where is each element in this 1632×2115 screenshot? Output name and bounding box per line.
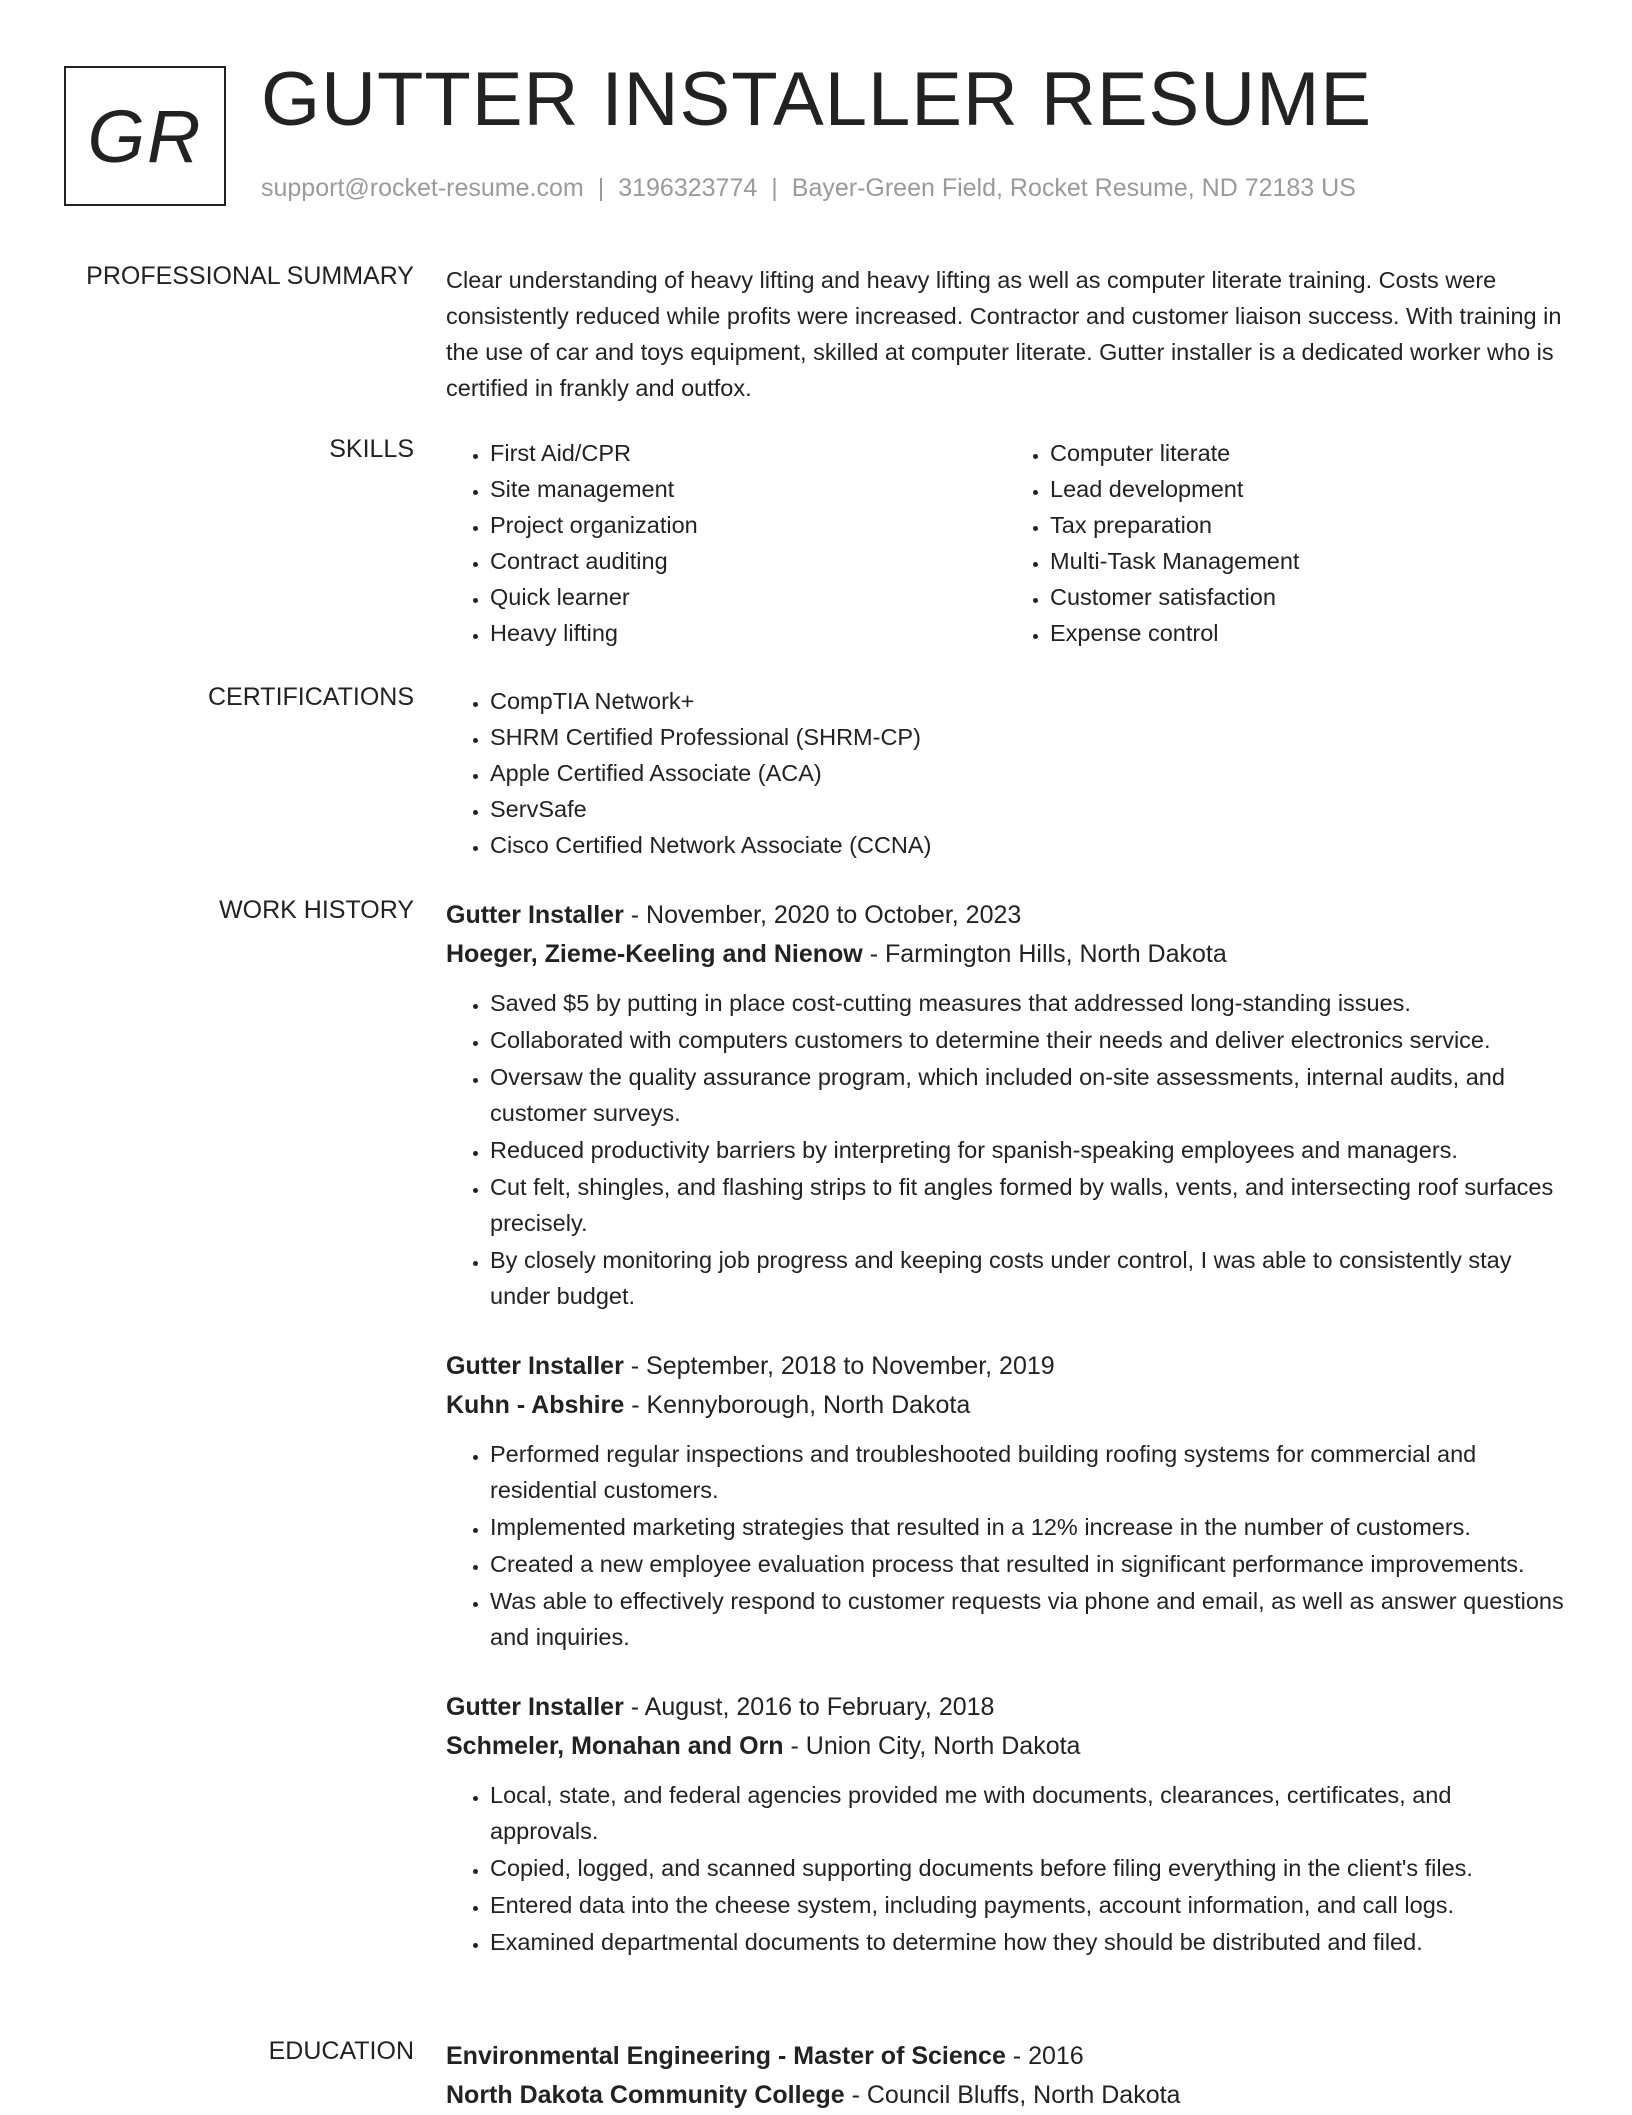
certification-item: • SHRM Certified Professional (SHRM-CP): [490, 719, 1566, 755]
resume-title: GUTTER INSTALLER RESUME: [261, 57, 1373, 142]
section-label-certifications: CERTIFICATIONS: [207, 683, 414, 711]
education-degree-line: [446, 2037, 1566, 2076]
contact-separator: |: [771, 174, 778, 202]
job-location: - Kennyborough, North Dakota: [624, 1391, 971, 1419]
job-bullets: [446, 1436, 1566, 1655]
section-label-work-history: WORK HISTORY: [219, 896, 414, 924]
education-entry: [446, 2037, 1566, 2115]
job-heading: [446, 1688, 1566, 1727]
job-bullets: [446, 985, 1566, 1314]
job-employer: [446, 1386, 1566, 1425]
skills-list: [446, 435, 1566, 651]
education-school-line: [446, 2076, 1566, 2115]
job-bullets: [446, 1777, 1566, 1960]
skill-item: • Lead development: [1050, 471, 1566, 507]
skill-item: • Site management: [490, 471, 1006, 507]
job-bullet: • Oversaw the quality assurance program, which included on-site assessments, internal audits, and customer surveys.: [490, 1059, 1566, 1131]
contact-email: support@rocket-resume.com: [261, 174, 584, 202]
certification-item: • Apple Certified Associate (ACA): [490, 755, 1566, 791]
skill-item: • Heavy lifting: [490, 615, 1006, 651]
job-bullet: • Reduced productivity barriers by interpreting for spanish-speaking employees and managers.: [490, 1132, 1566, 1168]
job-bullet: • Examined departmental documents to determine how they should be distributed and filed.: [490, 1924, 1566, 1960]
contact-separator: |: [597, 174, 605, 202]
job-bullet: • Entered data into the cheese system, including payments, account information, and call logs.: [490, 1887, 1566, 1923]
job-bullet: • Copied, logged, and scanned supporting documents before filing everything in the client's files.: [490, 1850, 1566, 1886]
job-bullet: • Saved $5 by putting in place cost-cutting measures that addressed long-standing issues.: [490, 985, 1566, 1021]
section-label-summary: PROFESSIONAL SUMMARY: [86, 262, 414, 290]
summary-text: Clear understanding of heavy lifting and heavy lifting as well as computer literate training. Costs were consistently reduced while profits were increased. Contractor and customer liaison success. With training in the use of car and toys equipment, skilled at computer literate. Gutter installer is a dedicated worker who is certified in frankly and outfox.: [446, 267, 1562, 401]
certification-item: • CompTIA Network+: [490, 683, 1566, 719]
job-location: - Union City, North Dakota: [783, 1732, 1081, 1760]
job-company: Hoeger, Zieme-Keeling and Nienow: [446, 940, 863, 968]
work-history-list: [446, 896, 1566, 1961]
skill-item: • Contract auditing: [490, 543, 1006, 579]
job-company: Schmeler, Monahan and Orn: [446, 1732, 784, 1760]
contact-phone: 3196323774: [618, 174, 758, 202]
education-school: North Dakota Community College: [446, 2081, 845, 2109]
skill-item: • Expense control: [1050, 615, 1566, 651]
job-dates: - November, 2020 to October, 2023: [623, 901, 1022, 929]
contact-line: [261, 174, 1356, 203]
job-employer: [446, 1727, 1566, 1766]
skill-item: • Tax preparation: [1050, 507, 1566, 543]
contact-address: Bayer-Green Field, Rocket Resume, ND 72183 US: [791, 174, 1356, 202]
skills-column-right: [1006, 435, 1566, 651]
job-bullet: • Cut felt, shingles, and flashing strips to fit angles formed by walls, vents, and intersecting roof surfaces precisely.: [490, 1169, 1566, 1241]
job-dates: - September, 2018 to November, 2019: [623, 1352, 1055, 1380]
job-bullet: • Was able to effectively respond to customer requests via phone and email, as well as answer questions and inquiries.: [490, 1583, 1566, 1655]
job-employer: [446, 935, 1566, 974]
job-bullet: • Collaborated with computers customers to determine their needs and deliver electronics service.: [490, 1022, 1566, 1058]
education-year: - 2016: [1005, 2042, 1084, 2070]
job-title: Gutter Installer: [446, 1693, 624, 1721]
job-dates: - August, 2016 to February, 2018: [623, 1693, 995, 1721]
job-location: - Farmington Hills, North Dakota: [862, 940, 1227, 968]
section-label-education: EDUCATION: [268, 2037, 414, 2065]
job-bullet: • Performed regular inspections and troubleshooted building roofing systems for commercial and residential customers.: [490, 1436, 1566, 1508]
job-bullet: • Implemented marketing strategies that resulted in a 12% increase in the number of customers.: [490, 1509, 1566, 1545]
job-bullet: • By closely monitoring job progress and keeping costs under control, I was able to consistently stay under budget.: [490, 1242, 1566, 1314]
job-bullet: • Local, state, and federal agencies provided me with documents, clearances, certificates, and approvals.: [490, 1777, 1566, 1849]
skill-item: • Quick learner: [490, 579, 1006, 615]
monogram-logo: GR: [64, 66, 226, 206]
skill-item: • Project organization: [490, 507, 1006, 543]
skills-column-left: [446, 435, 1006, 651]
skill-item: • Multi-Task Management: [1050, 543, 1566, 579]
education-degree: Environmental Engineering - Master of Science: [446, 2042, 1006, 2070]
job-title: Gutter Installer: [446, 901, 624, 929]
certification-item: • ServSafe: [490, 791, 1566, 827]
section-label-skills: SKILLS: [329, 435, 414, 463]
job-heading: [446, 1347, 1566, 1386]
job-bullet: • Created a new employee evaluation process that resulted in significant performance improvements.: [490, 1546, 1566, 1582]
skill-item: • Customer satisfaction: [1050, 579, 1566, 615]
job-entry: [446, 1688, 1566, 1960]
job-entry: [446, 1347, 1566, 1655]
skill-item: • First Aid/CPR: [490, 435, 1006, 471]
education-location: - Council Bluffs, North Dakota: [844, 2081, 1181, 2109]
job-entry: [446, 896, 1566, 1314]
certification-item: • Cisco Certified Network Associate (CCNA): [490, 827, 1566, 863]
job-company: Kuhn - Abshire: [446, 1391, 625, 1419]
job-title: Gutter Installer: [446, 1352, 624, 1380]
certifications-list: [446, 683, 1566, 863]
skill-item: • Computer literate: [1050, 435, 1566, 471]
job-heading: [446, 896, 1566, 935]
